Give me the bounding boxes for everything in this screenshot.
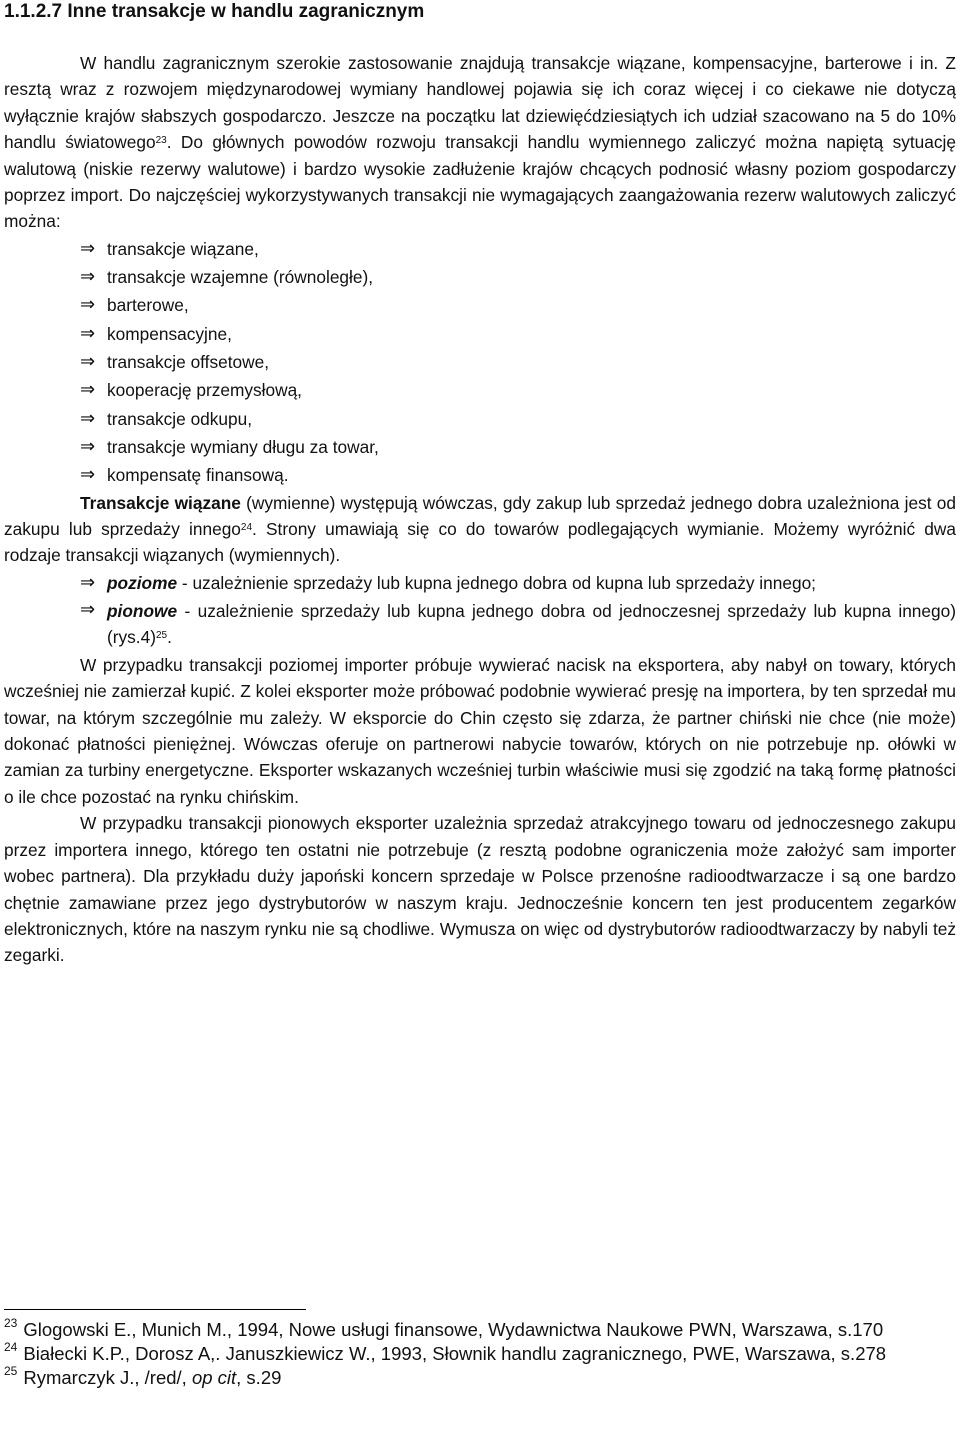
paragraph-horizontal: W przypadku transakcji poziomej importer próbuje wywierać nacisk na eksportera, aby nabył on towary, których wcześniej nie zamierzał kupić. Z kolei eksporter może próbować podobnie wywierać presję na importera, by ten sprzedał mu towar, na którym szczególnie mu zależy. W eksporcie do Chin często się zdarza, że partner chiński nie chce (nie może) dokonać płatności pieniężnej. Wówczas oferuje on partnerowi nabycie towarów, których on nie potrzebuje np. ołówki w zamian za turbiny energetyczne. Eksporter wskazanych wcześniej turbin właściwie musi się zgodzić na taką formę płatności o ile chce pozostać na rynku chińskim. [4, 654, 956, 807]
list-item-text: kooperację przemysłową, [107, 380, 302, 401]
list-item [4, 235, 956, 263]
list-item [4, 433, 956, 461]
footnote-text: Rymarczyk J., /red/, [23, 1367, 192, 1388]
double-arrow-icon: ⇒ [80, 294, 96, 316]
list-item-text: transakcje wymiany długu za towar, [107, 436, 379, 457]
double-arrow-icon: ⇒ [80, 266, 96, 288]
list-item [4, 348, 956, 376]
list-item-text: - uzależnienie sprzedaży lub kupna jednego dobra od kupna lub sprzedaży innego; [177, 572, 816, 593]
list-item-text: . [167, 627, 172, 648]
list-item-text: transakcje wiązane, [107, 238, 259, 259]
double-arrow-icon: ⇒ [80, 571, 96, 593]
footnote [4, 1366, 956, 1390]
list-item [4, 405, 956, 433]
double-arrow-icon: ⇒ [80, 435, 96, 457]
list-item-text: barterowe, [107, 295, 189, 316]
double-arrow-icon: ⇒ [80, 407, 96, 429]
transaction-types-list [4, 235, 956, 490]
tied-transaction-kinds-list [4, 569, 956, 652]
list-item [4, 376, 956, 404]
footnote-text: Białecki K.P., Dorosz A,. Januszkiewicz W., 1993, Słownik handlu zagranicznego, PWE, Warszawa, s.278 [23, 1343, 887, 1364]
list-item [4, 597, 956, 652]
list-item [4, 263, 956, 291]
list-item-text: transakcje offsetowe, [107, 352, 270, 373]
list-item-text: transakcje odkupu, [107, 408, 253, 429]
defined-term: Transakcje wiązane [80, 492, 241, 513]
paragraph-text: . Strony umawiają się co do towarów podlegających wymianie. Możemy wyróżnić dwa rodzaje transakcji wiązanych (wymiennych). [4, 518, 956, 566]
list-item-text: transakcje wzajemne (równoległe), [107, 267, 374, 288]
defined-term: poziome [107, 572, 178, 593]
footnote-text: Glogowski E., Munich M., 1994, Nowe usługi finansowe, Wydawnictwa Naukowe PWN, Warszawa, s.170 [23, 1319, 884, 1340]
list-item-text: - uzależnienie sprzedaży lub kupna jednego dobra od jednoczesnej sprzedaży lub kupna innego) (rys.4) [107, 601, 956, 648]
footnote-text: op cit [191, 1367, 237, 1388]
footnote-ref-25: 25 [155, 630, 168, 642]
list-item [4, 291, 956, 319]
double-arrow-icon: ⇒ [80, 351, 96, 373]
list-item-text: kompensatę finansową. [107, 465, 289, 486]
list-item [4, 461, 956, 489]
footnote-number: 23 [4, 1316, 18, 1330]
footnote-number: 25 [4, 1364, 18, 1378]
footnote-ref-24: 24 [240, 521, 253, 533]
defined-term: pionowe [107, 601, 178, 622]
section-heading: 1.1.2.7 Inne transakcje w handlu zagranicznym [4, 1, 425, 22]
list-item [4, 569, 956, 597]
double-arrow-icon: ⇒ [80, 322, 96, 344]
paragraph-vertical: W przypadku transakcji pionowych eksporter uzależnia sprzedaż atrakcyjnego towaru od jednoczesnego zakupu przez importera innego, którego ten ostatni nie potrzebuje (z resztą podobne ograniczenia może założyć sam importer wobec partnera). Dla przykładu duży japoński koncern sprzedaje w Polsce przenośne radioodtwarzacze i są one bardzo chętnie zamawiane przez jego dystrybutorów w naszym kraju. Jednocześnie koncern ten jest producentem zegarków elektronicznych, które na naszym rynku nie są chodliwe. Wymusza on więc od dystrybutorów radioodtwarzaczy by nabyli też zegarki. [4, 813, 956, 966]
footnote-ref-23: 23 [155, 135, 167, 147]
document-body [4, 50, 956, 969]
list-item [4, 320, 956, 348]
double-arrow-icon: ⇒ [80, 379, 96, 401]
footnote-separator [4, 1309, 306, 1310]
paragraph-tied-transactions [4, 490, 956, 569]
paragraph-text: . Do głównych powodów rozwoju transakcji handlu wymiennego zaliczyć można napiętą sytuację walutową (niskie rezerwy walutowe) i bardzo wysokie zadłużenie krajów chcących podnosić własny poziom gospodarczy poprzez import. Do najczęściej wykorzystywanych transakcji nie wymagających zaangażowania rezerw walutowych zaliczyć można: [4, 132, 956, 232]
footnote [4, 1318, 956, 1342]
double-arrow-icon: ⇒ [80, 464, 96, 486]
double-arrow-icon: ⇒ [80, 599, 96, 621]
list-item-text: kompensacyjne, [107, 323, 232, 344]
footnote-text: , s.29 [236, 1367, 282, 1388]
paragraph-text: W handlu zagranicznym szerokie zastosowanie znajdują transakcje wiązane, kompensacyjne, barterowe i in. Z resztą wraz z rozwojem międzynarodowej wymiany handlowej pojawia się ich coraz więcej i co ciekawe nie dotyczą wyłącznie krajów słabszych gospodarczo. Jeszcze na początku lat dziewięćdziesiątych ich udział szacowano na 5 do 10% handlu światowego [4, 53, 956, 153]
paragraph-text: (wymienne) występują wówczas, gdy zakup lub sprzedaż jednego dobra uzależniona jest od zakupu lub sprzedaży innego [4, 492, 957, 539]
paragraph-intro [4, 50, 956, 235]
footnote-number: 24 [4, 1340, 18, 1354]
double-arrow-icon: ⇒ [80, 237, 96, 259]
footnote [4, 1342, 956, 1366]
footnotes [4, 1318, 956, 1390]
